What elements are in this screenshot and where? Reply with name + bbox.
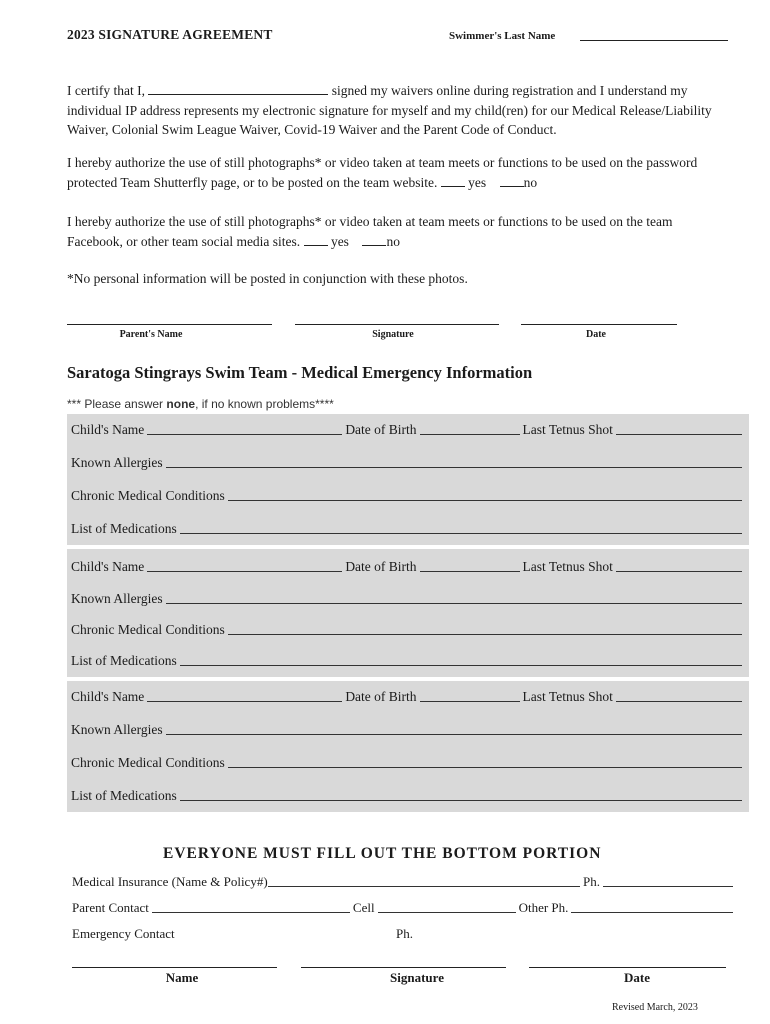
child-2-allergies-row: [71, 591, 745, 607]
swimmer-last-name-label: Swimmer's Last Name: [449, 30, 556, 42]
child-2-name-field[interactable]: [147, 571, 342, 572]
insurance-ph-field[interactable]: [603, 886, 733, 887]
child-2-allergies-field[interactable]: [166, 603, 742, 604]
child-2-medications-row: [71, 653, 745, 669]
certify-prefix: I certify that I,: [67, 83, 145, 98]
chronic-label: Chronic Medical Conditions: [71, 755, 225, 770]
document-title: 2023 SIGNATURE AGREEMENT: [67, 27, 273, 42]
name-label: Name: [165, 970, 199, 985]
allergies-label: Known Allergies: [71, 722, 163, 737]
child-1-allergies-row: [71, 455, 745, 471]
medications-label: List of Medications: [71, 653, 177, 668]
shutterfly-text: I hereby authorize the use of still photographs* or video taken at team meets or functions to be used on the password protected Team Shutterfly page, or to be posted on the team website.: [67, 155, 698, 190]
child-2-name-row: [71, 559, 745, 575]
cell-label: Cell: [352, 900, 375, 915]
child-3-chronic-row: [71, 755, 745, 771]
swimmer-last-name-field[interactable]: [580, 40, 728, 41]
child-2-chronic-field[interactable]: [228, 634, 742, 635]
facebook-text: I hereby authorize the use of still photographs* or video taken at team meets or functions to be used on the team Facebook, or other team social media sites.: [67, 214, 673, 249]
child-1-name-field[interactable]: [147, 434, 342, 435]
certify-paragraph: [67, 81, 727, 140]
parent-name-label: Parent's Name: [119, 329, 183, 340]
child-1-medications-field[interactable]: [180, 533, 742, 534]
child-2-tetnus-field[interactable]: [616, 571, 742, 572]
child-1-dob-field[interactable]: [420, 434, 520, 435]
bottom-portion-title: EVERYONE MUST FILL OUT THE BOTTOM PORTION: [163, 845, 602, 862]
child-name-label: Child's Name: [71, 689, 145, 704]
shutterfly-paragraph: [67, 153, 727, 192]
shutterfly-no-label: no: [523, 174, 538, 190]
child-1-tetnus-field[interactable]: [616, 434, 742, 435]
tetnus-label: Last Tetnus Shot: [522, 689, 613, 704]
cell-field[interactable]: [378, 912, 516, 913]
dob-label: Date of Birth: [345, 422, 417, 437]
allergies-label: Known Allergies: [71, 591, 163, 606]
child-2-chronic-row: [71, 622, 745, 638]
facebook-yes-label: yes: [330, 233, 349, 249]
chronic-label: Chronic Medical Conditions: [71, 488, 225, 503]
instruction-prefix: *** Please answer: [67, 397, 164, 411]
insurance-ph-label: Ph.: [583, 874, 600, 889]
chronic-label: Chronic Medical Conditions: [71, 622, 225, 637]
insurance-row: [72, 874, 736, 890]
child-3-medications-field[interactable]: [180, 800, 742, 801]
child-3-name-row: [71, 689, 745, 705]
child-3-dob-field[interactable]: [420, 701, 520, 702]
medical-section-title: Saratoga Stingrays Swim Team - Medical Emergency Information: [67, 363, 533, 382]
parent-date-line[interactable]: [521, 324, 677, 325]
facebook-paragraph: [67, 212, 727, 251]
child-1-chronic-row: [71, 488, 745, 504]
certify-text: signed my waivers online during registration and I understand my individual IP address represents my electronic signature for myself and my child(ren) for our Medical Release/Liability Waiver, Colonial Swim League Waiver, Covid-19 Waiver and the Parent Code of Conduct.: [67, 83, 712, 137]
child-1-medications-row: [71, 521, 745, 537]
facebook-no-label: no: [386, 233, 400, 249]
emergency-ph-label: Ph.: [396, 926, 413, 941]
child-2-dob-field[interactable]: [420, 571, 520, 572]
emergency-contact-label: Emergency Contact: [72, 926, 175, 941]
child-3-medications-row: [71, 788, 745, 804]
child-panel-1: [67, 414, 749, 545]
child-1-name-row: [71, 422, 745, 438]
parent-signature-line[interactable]: [295, 324, 499, 325]
allergies-label: Known Allergies: [71, 455, 163, 470]
child-3-tetnus-field[interactable]: [616, 701, 742, 702]
child-1-allergies-field[interactable]: [166, 467, 742, 468]
parent-date-label: Date: [586, 329, 606, 340]
dob-label: Date of Birth: [345, 559, 417, 574]
insurance-label: Medical Insurance (Name & Policy#): [72, 874, 268, 889]
date-line[interactable]: [529, 967, 726, 968]
revised-note: Revised March, 2023: [612, 1002, 698, 1013]
insurance-field[interactable]: [268, 886, 580, 887]
shutterfly-yes-field[interactable]: [441, 174, 465, 187]
medical-instruction: [67, 397, 334, 411]
child-3-allergies-row: [71, 722, 745, 738]
facebook-yes-field[interactable]: [304, 233, 328, 246]
facebook-no-field[interactable]: [362, 233, 386, 246]
instruction-none: none: [166, 397, 196, 411]
certify-name-field[interactable]: [148, 82, 328, 95]
other-ph-label: Other Ph.: [518, 900, 569, 915]
parent-name-line[interactable]: [67, 324, 272, 325]
child-2-medications-field[interactable]: [180, 665, 742, 666]
signature-line[interactable]: [301, 967, 506, 968]
child-name-label: Child's Name: [71, 559, 145, 574]
date-label: Date: [624, 970, 650, 985]
parent-contact-label: Parent Contact: [72, 900, 149, 915]
parent-signature-label: Signature: [372, 329, 414, 340]
parent-contact-row: [72, 900, 736, 916]
child-3-name-field[interactable]: [147, 701, 342, 702]
medications-label: List of Medications: [71, 788, 177, 803]
child-1-chronic-field[interactable]: [228, 500, 742, 501]
shutterfly-yes-label: yes: [468, 174, 487, 190]
signature-label: Signature: [390, 970, 444, 985]
tetnus-label: Last Tetnus Shot: [522, 559, 613, 574]
child-3-chronic-field[interactable]: [228, 767, 742, 768]
shutterfly-no-field[interactable]: [500, 174, 524, 187]
photo-footnote: *No personal information will be posted in conjunction with these photos.: [67, 271, 468, 286]
instruction-suffix: , if no known problems****: [195, 397, 334, 411]
child-name-label: Child's Name: [71, 422, 145, 437]
child-panel-2: [67, 549, 749, 677]
tetnus-label: Last Tetnus Shot: [522, 422, 613, 437]
child-3-allergies-field[interactable]: [166, 734, 742, 735]
child-panel-3: [67, 681, 749, 812]
medications-label: List of Medications: [71, 521, 177, 536]
dob-label: Date of Birth: [345, 689, 417, 704]
name-line[interactable]: [72, 967, 277, 968]
parent-contact-field[interactable]: [152, 912, 350, 913]
other-ph-field[interactable]: [571, 912, 733, 913]
